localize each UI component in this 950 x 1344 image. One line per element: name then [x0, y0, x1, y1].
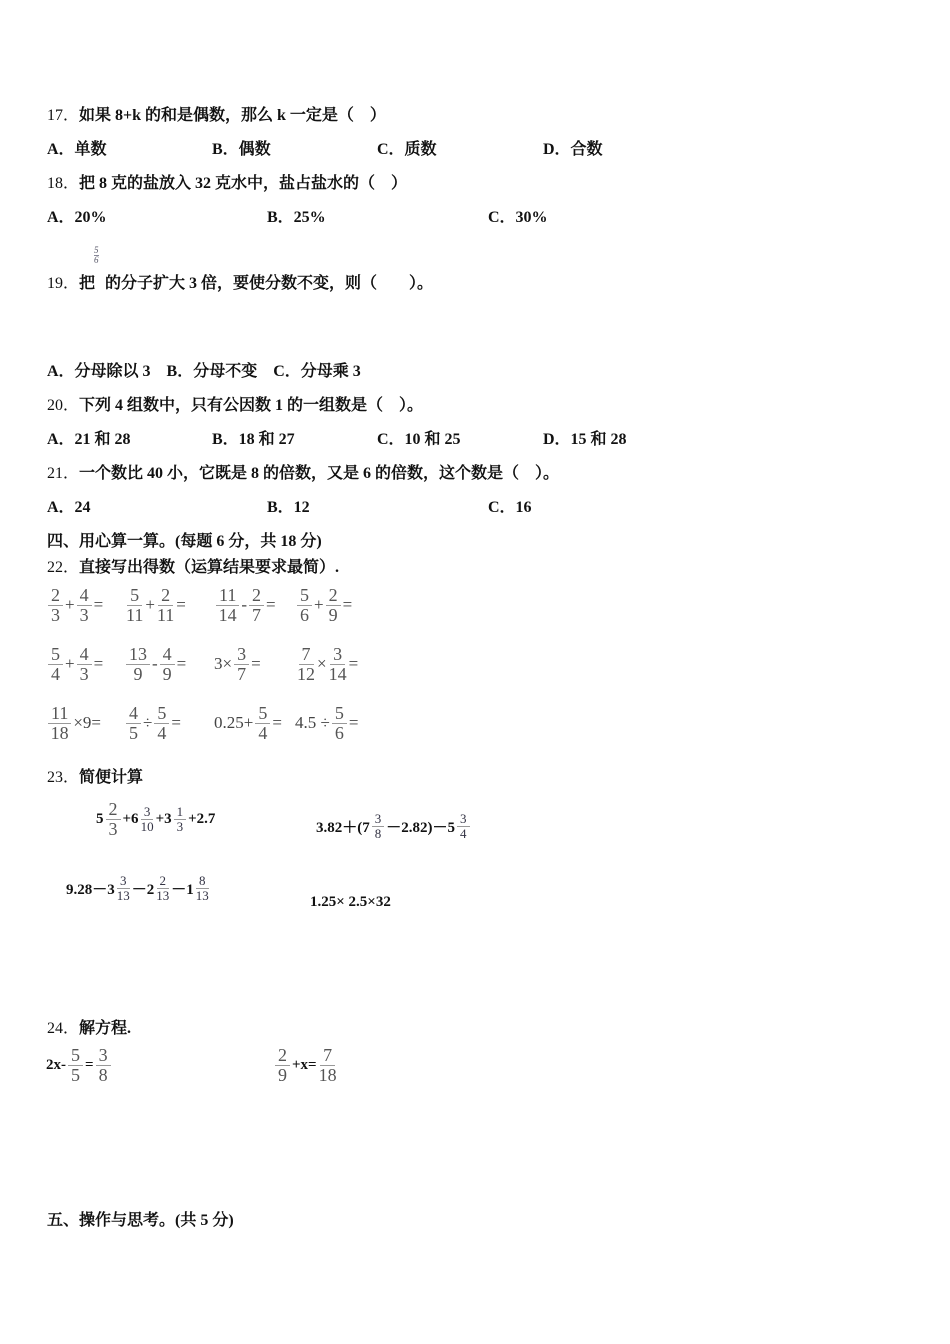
numerator: 11	[216, 586, 239, 606]
numerator: 8	[196, 874, 209, 889]
fraction	[275, 1046, 290, 1085]
operator-text: =	[85, 1056, 94, 1073]
operator-text: ×9=	[73, 713, 102, 733]
numerator: 5	[94, 245, 99, 255]
fraction	[196, 874, 209, 902]
numerator: 3	[372, 812, 385, 827]
question-18	[47, 170, 407, 193]
question-text: 解方程.	[79, 1020, 132, 1037]
numerator: 2	[249, 586, 264, 606]
numerator: 2	[157, 874, 170, 889]
fraction	[126, 645, 150, 684]
fraction	[126, 586, 143, 625]
denominator: 4	[157, 722, 167, 743]
operator-text: =	[348, 713, 359, 733]
operator-text: =	[266, 595, 276, 615]
denominator: 18	[318, 1064, 337, 1085]
question-17	[47, 102, 386, 125]
fraction	[329, 645, 347, 684]
denominator: 13	[156, 887, 170, 903]
math-expression	[46, 704, 101, 743]
operator-text: 5	[96, 810, 104, 827]
numerator: 1	[174, 805, 187, 820]
operator-text: －2	[131, 881, 155, 898]
numerator: 3	[141, 805, 154, 820]
denominator: 5	[71, 1064, 80, 1085]
operator-text: －1	[171, 881, 194, 898]
numerator: 2	[48, 586, 63, 606]
operator-text: +6	[122, 810, 139, 827]
operator-text: 9.28－3	[66, 881, 115, 898]
question-number: 23．	[47, 769, 80, 786]
numerator: 4	[160, 645, 175, 665]
numerator: 3	[234, 645, 249, 665]
fraction	[319, 1046, 337, 1085]
numerator: 5	[297, 586, 312, 606]
denominator: 14	[328, 663, 347, 684]
fraction	[234, 645, 249, 684]
math-expression	[124, 645, 186, 684]
operator-text: =	[176, 595, 186, 615]
operator-text: 4.5 ÷	[295, 713, 330, 733]
fraction	[68, 1046, 83, 1085]
operator-text: -	[152, 654, 158, 674]
fraction	[174, 805, 187, 833]
operator-text: +	[314, 595, 324, 615]
question-24	[47, 1015, 131, 1038]
fraction	[106, 800, 121, 839]
fraction	[255, 704, 270, 743]
operator-text: +	[65, 595, 75, 615]
fraction	[117, 874, 130, 902]
denominator: 11	[126, 604, 144, 625]
fraction	[326, 586, 341, 625]
section-4-heading: 四、用心算一算。(每题 6 分，共 18 分)	[47, 533, 322, 550]
option-d: D．15 和 28	[543, 431, 627, 448]
equation	[273, 1046, 339, 1085]
operator-text: 0.25+	[214, 713, 254, 733]
denominator: 8	[98, 1064, 108, 1085]
fraction	[457, 812, 470, 840]
denominator: 5	[129, 722, 138, 743]
numerator: 11	[48, 704, 71, 724]
denominator: 4	[51, 663, 60, 684]
denominator: 3	[79, 604, 89, 625]
fraction	[297, 586, 312, 625]
denominator: 3	[79, 663, 89, 684]
operator-text: =	[176, 654, 187, 674]
simplify-expression	[96, 800, 215, 839]
numerator: 3	[117, 874, 130, 889]
math-expression	[124, 586, 186, 625]
fraction	[48, 586, 63, 625]
fraction	[156, 874, 169, 902]
fraction	[160, 645, 175, 684]
question-number: 17．	[47, 107, 80, 124]
option-b: B．12	[267, 499, 310, 516]
question-text: 把	[79, 275, 96, 292]
operator-text: －2.82)－5	[386, 819, 455, 836]
numerator: 5	[68, 1046, 83, 1066]
operator-text: =	[171, 713, 181, 733]
options-19: A．分母除以 3 B．分母不变 C．分母乘 3	[47, 363, 361, 380]
question-text: 简便计算	[79, 769, 144, 786]
option-b: B．25%	[267, 209, 326, 226]
operator-text: +x=	[292, 1056, 317, 1073]
math-expression	[295, 586, 352, 625]
denominator: 3	[51, 604, 60, 625]
denominator: 6	[334, 722, 344, 743]
numerator: 5	[255, 704, 270, 724]
denominator: 4	[460, 825, 467, 841]
denominator: 12	[297, 663, 315, 684]
fraction	[216, 586, 239, 625]
math-expression	[295, 704, 358, 743]
operator-text: +2.7	[188, 810, 216, 827]
denominator: 18	[50, 722, 69, 743]
question-number: 24．	[47, 1020, 80, 1037]
fraction	[297, 645, 315, 684]
question-number: 22．	[47, 559, 80, 576]
question-text: 的分子扩大 3 倍，要使分数不变，则（ ）。	[105, 275, 434, 292]
question-number: 18．	[47, 175, 80, 192]
fraction	[126, 704, 141, 743]
operator-text: +	[65, 654, 75, 674]
option-d: D．合数	[543, 141, 603, 158]
denominator: 3	[176, 818, 184, 834]
question-text: 如果 8+k 的和是偶数，那么 k 一定是（ ）	[79, 107, 386, 124]
numerator: 2	[158, 586, 173, 606]
question-21	[47, 460, 559, 483]
fraction	[77, 586, 92, 625]
operator-text: =	[251, 654, 261, 674]
fraction	[48, 645, 63, 684]
operator-text: =	[93, 654, 104, 674]
math-expression	[214, 704, 282, 743]
option-c: C．30%	[488, 209, 548, 226]
denominator: 9	[133, 663, 143, 684]
operator-text: 1.25× 2.5×32	[310, 894, 391, 910]
denominator: 7	[237, 663, 247, 684]
denominator: 9	[328, 604, 338, 625]
option-c: C．16	[488, 499, 532, 516]
operator-text: 2x-	[46, 1056, 66, 1073]
denominator: 9	[278, 1064, 287, 1085]
denominator: 7	[252, 604, 262, 625]
math-expression	[124, 704, 181, 743]
denominator: 13	[116, 887, 130, 903]
denominator: 14	[218, 604, 237, 625]
operator-text: =	[342, 595, 353, 615]
fraction	[249, 586, 264, 625]
option-a: A．21 和 28	[47, 431, 131, 448]
operator-text: ×	[317, 654, 327, 674]
numerator: 5	[127, 586, 142, 606]
question-23	[47, 764, 143, 787]
numerator: 3	[457, 812, 470, 827]
numerator: 7	[320, 1046, 335, 1066]
fraction-5-6	[94, 246, 99, 265]
operator-text: +3	[155, 810, 172, 827]
numerator: 5	[154, 704, 169, 724]
equation	[46, 1046, 113, 1085]
math-expression	[46, 645, 103, 684]
option-a: A．单数	[47, 141, 107, 158]
option-b: B．偶数	[212, 141, 271, 158]
section-5-heading: 五、操作与思考。(共 5 分)	[47, 1212, 234, 1229]
fraction	[96, 1046, 111, 1085]
denominator: 10	[140, 818, 154, 834]
question-number: 20．	[47, 397, 80, 414]
numerator: 2	[275, 1046, 290, 1066]
math-expression	[214, 586, 276, 625]
math-expression	[46, 586, 103, 625]
operator-text: ÷	[143, 713, 153, 733]
simplify-expression	[66, 874, 211, 902]
question-number: 19．	[47, 275, 80, 292]
numerator: 3	[330, 645, 345, 665]
numerator: 5	[332, 704, 347, 724]
question-text: 下列 4 组数中，只有公因数 1 的一组数是（ ）。	[79, 397, 424, 414]
numerator: 5	[48, 645, 63, 665]
math-expression	[295, 645, 358, 684]
fraction	[372, 812, 385, 840]
question-text: 一个数比 40 小，它既是 8 的倍数，又是 6 的倍数，这个数是（ ）。	[79, 465, 560, 482]
simplify-expression	[310, 894, 391, 911]
operator-text: =	[348, 654, 359, 674]
option-a: A．20%	[47, 209, 107, 226]
numerator: 4	[77, 645, 92, 665]
fraction	[157, 586, 174, 625]
denominator: 6	[94, 255, 99, 265]
option-c: C．10 和 25	[377, 431, 461, 448]
question-number: 21．	[47, 465, 80, 482]
question-22	[47, 554, 339, 577]
question-text: 直接写出得数（运算结果要求最简）.	[79, 559, 340, 576]
question-19	[47, 270, 433, 293]
numerator: 13	[126, 645, 150, 665]
numerator: 4	[77, 586, 92, 606]
operator-text: -	[241, 595, 248, 615]
operator-text: 3×	[214, 654, 233, 674]
option-a: A．24	[47, 499, 91, 516]
fraction	[332, 704, 347, 743]
question-text: 把 8 克的盐放入 32 克水中，盐占盐水的（ ）	[79, 175, 408, 192]
option-b: B．18 和 27	[212, 431, 295, 448]
operator-text: +	[145, 595, 155, 615]
operator-text: 3.82＋(7	[316, 819, 370, 836]
operator-text: =	[93, 595, 104, 615]
numerator: 2	[106, 800, 121, 820]
simplify-expression	[316, 812, 472, 840]
denominator: 3	[108, 818, 118, 839]
math-expression	[214, 645, 261, 684]
option-c: C．质数	[377, 141, 437, 158]
question-20	[47, 392, 423, 415]
fraction	[141, 805, 154, 833]
numerator: 7	[299, 645, 314, 665]
denominator: 13	[195, 887, 209, 903]
denominator: 8	[374, 825, 382, 841]
denominator: 11	[156, 604, 175, 625]
denominator: 4	[258, 722, 268, 743]
numerator: 3	[96, 1046, 111, 1066]
fraction	[77, 645, 92, 684]
numerator: 2	[326, 586, 341, 606]
fraction	[154, 704, 169, 743]
numerator: 4	[126, 704, 141, 724]
denominator: 9	[162, 663, 172, 684]
denominator: 6	[300, 604, 309, 625]
fraction	[48, 704, 71, 743]
operator-text: =	[272, 713, 282, 733]
